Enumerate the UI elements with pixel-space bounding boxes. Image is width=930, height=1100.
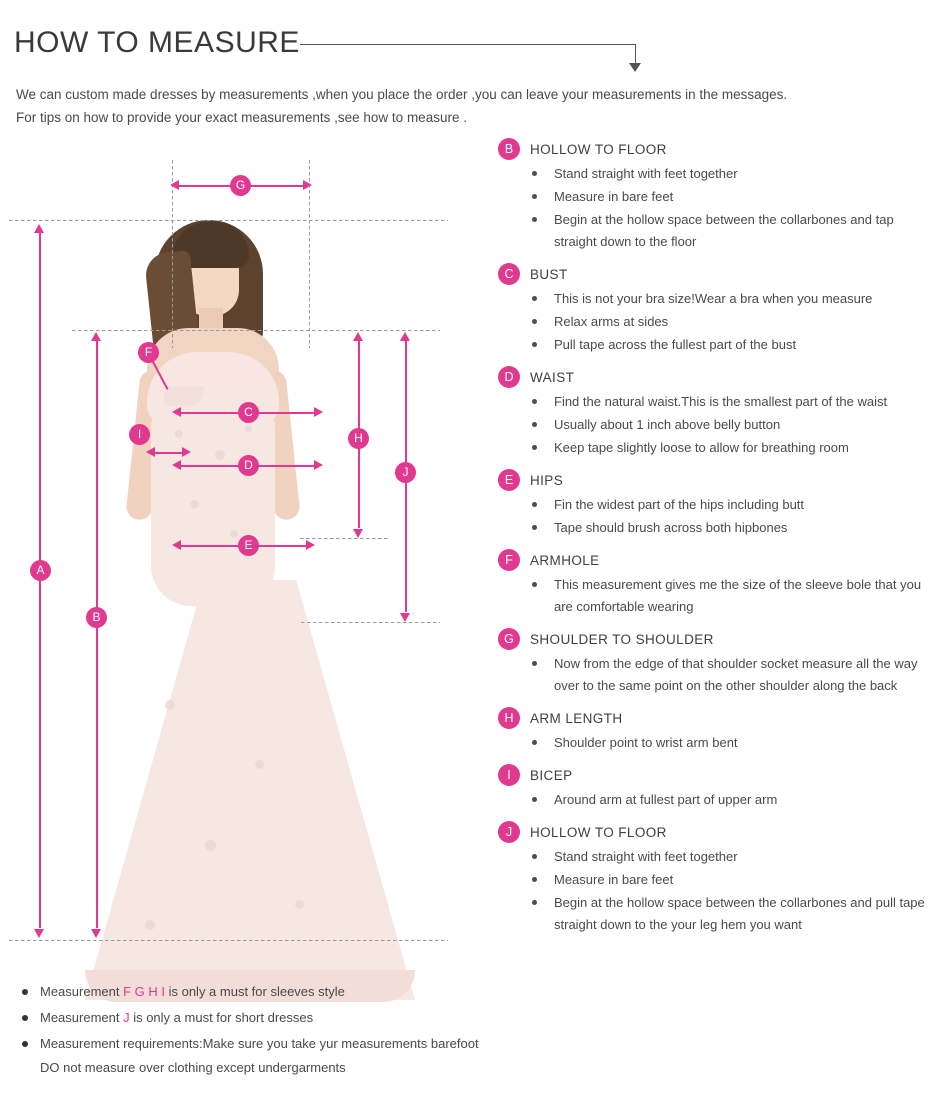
- badge-letter-c: C: [498, 263, 520, 285]
- bullet-dot: [532, 194, 537, 199]
- list-item: [498, 391, 930, 413]
- group-header: [498, 469, 930, 491]
- annotation-layer: [0, 140, 470, 965]
- bullet-text: Shoulder point to wrist arm bent: [554, 735, 738, 750]
- bullet-text: Fin the widest part of the hips including butt: [554, 497, 805, 512]
- bullet-dot: [532, 342, 537, 347]
- note-item: [16, 980, 486, 1004]
- group-header: [498, 628, 930, 650]
- measurement-group-d: [498, 366, 930, 459]
- badge-j: J: [395, 462, 416, 483]
- measurement-group-g: [498, 628, 930, 697]
- arrow-d-left: [172, 460, 181, 470]
- bullet-dot: [22, 1015, 28, 1021]
- measurement-group-c: [498, 263, 930, 356]
- list-item: [498, 892, 930, 936]
- note-prefix: Measurement requirements:Make sure you take yur measurements barefoot DO not measure over clothing except undergarments: [40, 1036, 479, 1075]
- list-item: [498, 209, 930, 253]
- title-rule: [300, 44, 636, 45]
- badge-letter-b: B: [498, 138, 520, 160]
- bullet-list-h: [498, 732, 930, 754]
- group-header: [498, 366, 930, 388]
- note-highlight: J: [123, 1010, 130, 1025]
- arrow-c-left: [172, 407, 181, 417]
- arrow-h-up: [353, 332, 363, 341]
- line-b: [96, 340, 98, 928]
- list-item: [498, 414, 930, 436]
- arrow-d-right: [314, 460, 323, 470]
- group-title-b: HOLLOW TO FLOOR: [530, 141, 667, 157]
- badge-i: I: [129, 424, 150, 445]
- intro-line-1: We can custom made dresses by measurements ,when you place the order ,you can leave your measurements in the messages.: [16, 87, 788, 102]
- arrow-e-left: [172, 540, 181, 550]
- badge-a: A: [30, 560, 51, 581]
- badge-letter-d: D: [498, 366, 520, 388]
- bullet-text: Measure in bare feet: [554, 872, 674, 887]
- bullet-text: This is not your bra size!Wear a bra when you measure: [554, 291, 873, 306]
- guide-top: [8, 220, 448, 221]
- list-item: [498, 437, 930, 459]
- measurement-group-j: [498, 821, 930, 936]
- bullet-list-e: [498, 494, 930, 539]
- page-title: HOW TO MEASURE: [14, 26, 300, 59]
- list-item: [498, 288, 930, 310]
- list-item: [498, 186, 930, 208]
- group-title-i: BICEP: [530, 767, 573, 783]
- badge-c: C: [238, 402, 259, 423]
- bullet-dot: [532, 740, 537, 745]
- title-arrow-icon: [629, 63, 641, 72]
- group-title-h: ARM LENGTH: [530, 710, 623, 726]
- badge-b: B: [86, 607, 107, 628]
- note-item: [16, 1032, 486, 1080]
- bullet-list-f: [498, 574, 930, 618]
- note-highlight: F G H I: [123, 984, 165, 999]
- bullet-dot: [532, 217, 537, 222]
- bullet-text: Stand straight with feet together: [554, 849, 738, 864]
- list-item: [498, 334, 930, 356]
- bullet-list-c: [498, 288, 930, 356]
- arrow-j-down: [400, 613, 410, 622]
- list-item: [498, 574, 930, 618]
- bullet-text: Keep tape slightly loose to allow for breathing room: [554, 440, 849, 455]
- bullet-dot: [532, 582, 537, 587]
- measurement-group-e: [498, 469, 930, 539]
- arrow-e-right: [306, 540, 315, 550]
- bullet-dot: [532, 525, 537, 530]
- bullet-dot: [532, 422, 537, 427]
- group-header: [498, 707, 930, 729]
- bullet-text: Begin at the hollow space between the collarbones and tap straight down to the floor: [554, 212, 894, 249]
- list-item: [498, 869, 930, 891]
- badge-letter-h: H: [498, 707, 520, 729]
- badge-f: F: [138, 342, 159, 363]
- badge-letter-e: E: [498, 469, 520, 491]
- list-item: [498, 494, 930, 516]
- arrow-g-left: [170, 180, 179, 190]
- arrow-a-up: [34, 224, 44, 233]
- badge-letter-f: F: [498, 549, 520, 571]
- arrow-c-right: [314, 407, 323, 417]
- badge-d: D: [238, 455, 259, 476]
- list-item: [498, 846, 930, 868]
- note-item: [16, 1006, 486, 1030]
- arrow-i-left: [146, 447, 155, 457]
- arrow-b-down: [91, 929, 101, 938]
- arrow-i-right: [182, 447, 191, 457]
- badge-g: G: [230, 175, 251, 196]
- list-item: [498, 653, 930, 697]
- bullet-list-g: [498, 653, 930, 697]
- bullet-text: Around arm at fullest part of upper arm: [554, 792, 778, 807]
- bullet-text: Now from the edge of that shoulder socket measure all the way over to the same point on the other shoulder along the back: [554, 656, 918, 693]
- guide-arm-bottom: [300, 538, 390, 539]
- intro-line-2: For tips on how to provide your exact measurements ,see how to measure .: [16, 110, 467, 125]
- list-item: [498, 163, 930, 185]
- bullet-text: This measurement gives me the size of the sleeve bole that you are comfortable wearing: [554, 577, 922, 614]
- note-prefix: Measurement: [40, 984, 124, 999]
- bullet-text: Usually about 1 inch above belly button: [554, 417, 781, 432]
- group-title-j: HOLLOW TO FLOOR: [530, 824, 667, 840]
- bullet-dot: [532, 296, 537, 301]
- bullet-dot: [22, 1041, 28, 1047]
- arrow-a-down: [34, 929, 44, 938]
- group-title-d: WAIST: [530, 369, 575, 385]
- badge-letter-g: G: [498, 628, 520, 650]
- badge-letter-i: I: [498, 764, 520, 786]
- bullet-list-d: [498, 391, 930, 459]
- bullet-dot: [532, 797, 537, 802]
- list-item: [498, 517, 930, 539]
- group-header: [498, 764, 930, 786]
- badge-h: H: [348, 428, 369, 449]
- note-prefix: Measurement: [40, 1010, 124, 1025]
- group-header: [498, 138, 930, 160]
- bullet-text: Find the natural waist.This is the smallest part of the waist: [554, 394, 888, 409]
- bullet-text: Tape should brush across both hipbones: [554, 520, 788, 535]
- group-header: [498, 263, 930, 285]
- bullet-dot: [532, 502, 537, 507]
- list-item: [498, 732, 930, 754]
- bullet-dot: [532, 445, 537, 450]
- guide-j-bottom: [300, 622, 440, 623]
- guide-bottom: [8, 940, 448, 941]
- bullet-dot: [532, 319, 537, 324]
- line-i: [152, 452, 186, 454]
- arrow-j-up: [400, 332, 410, 341]
- arrow-h-down: [353, 529, 363, 538]
- bullet-list-i: [498, 789, 930, 811]
- measurement-group-h: [498, 707, 930, 754]
- group-header: [498, 821, 930, 843]
- group-title-g: SHOULDER TO SHOULDER: [530, 631, 714, 647]
- group-header: [498, 549, 930, 571]
- bullet-dot: [532, 854, 537, 859]
- footer-notes: [16, 980, 486, 1082]
- bullet-dot: [532, 661, 537, 666]
- arrow-g-right: [303, 180, 312, 190]
- guide-arm-top: [310, 330, 440, 331]
- bullet-text: Measure in bare feet: [554, 189, 674, 204]
- bullet-text: Begin at the hollow space between the collarbones and pull tape straight down to the your leg hem you want: [554, 895, 925, 932]
- bullet-text: Pull tape across the fullest part of the bust: [554, 337, 797, 352]
- measurement-diagram: [0, 140, 470, 965]
- measurement-group-i: [498, 764, 930, 811]
- measurement-instructions-list: [498, 138, 930, 946]
- list-item: [498, 789, 930, 811]
- bullet-dot: [532, 399, 537, 404]
- bullet-dot: [22, 989, 28, 995]
- measurement-group-f: [498, 549, 930, 618]
- bullet-dot: [532, 877, 537, 882]
- bullet-dot: [532, 900, 537, 905]
- group-title-c: BUST: [530, 266, 568, 282]
- bullet-list-j: [498, 846, 930, 936]
- group-title-e: HIPS: [530, 472, 564, 488]
- measurement-group-b: [498, 138, 930, 253]
- group-title-f: ARMHOLE: [530, 552, 600, 568]
- bullet-text: Relax arms at sides: [554, 314, 669, 329]
- list-item: [498, 311, 930, 333]
- badge-letter-j: J: [498, 821, 520, 843]
- bullet-list-b: [498, 163, 930, 253]
- arrow-b-up: [91, 332, 101, 341]
- note-suffix: is only a must for short dresses: [129, 1010, 314, 1025]
- note-suffix: is only a must for sleeves style: [164, 984, 345, 999]
- bullet-text: Stand straight with feet together: [554, 166, 738, 181]
- bullet-dot: [532, 171, 537, 176]
- badge-e: E: [238, 535, 259, 556]
